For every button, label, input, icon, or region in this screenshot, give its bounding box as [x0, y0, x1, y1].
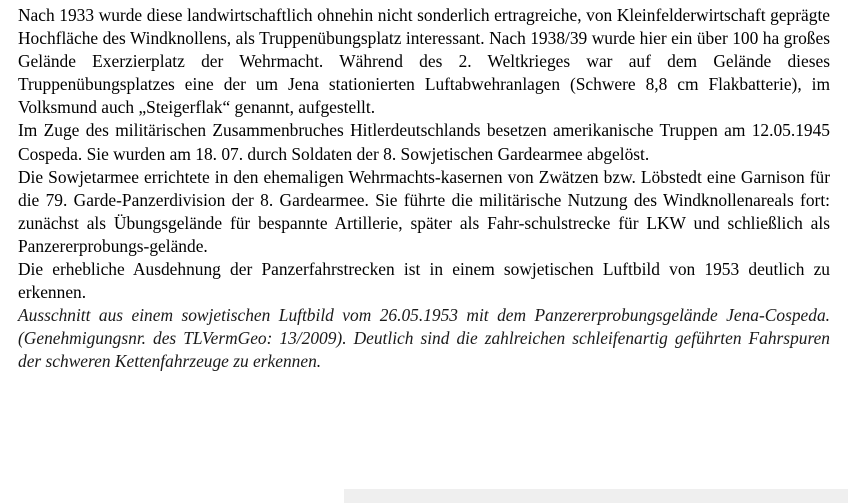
document-body: [18, 4, 830, 374]
paragraph-truppenuebungsplatz: Nach 1933 wurde diese landwirtschaftlich ohnehin nicht sonderlich ertragreiche, von Kleinfelderwirtschaft geprägte Hochfläche des Windknollens, als Truppenübungsplatz interessant. Nach 1938/39 wurde hier ein über 100 ha großes Gelände Exerzierplatz der Wehrmacht. Während des 2. Weltkrieges war auf dem Gelände dieses Truppenübungsplatzes eine der um Jena stationierten Luftabwehranlagen (Schwere 8,8 cm Flakbatterie), im Volksmund auch „Steigerflak“ genannt, aufgestellt.: [18, 5, 830, 118]
image-caption: Ausschnitt aus einem sowjetischen Luftbild vom 26.05.1953 mit dem Panzererprobungsgelände Jena-Cospeda. (Genehmigungsnr. des TLVermGeo: 13/2009). Deutlich sind die zahlreichen schleifenartig geführten Fahrspuren der schweren Kettenfahrzeuge zu erkennen.: [18, 305, 830, 372]
paragraph-panzerfahrstrecken: Die erhebliche Ausdehnung der Panzerfahrstrecken ist in einem sowjetischen Luftbild von 1953 deutlich zu erkennen.: [18, 259, 830, 303]
aerial-photo-edge: [344, 489, 848, 503]
paragraph-zusammenbruch: Im Zuge des militärischen Zusammenbruches Hitlerdeutschlands besetzen amerikanische Truppen am 12.05.1945 Cospeda. Sie wurden am 18. 07. durch Soldaten der 8. Sowjetischen Gardearmee abgelöst.: [18, 120, 830, 164]
paragraph-sowjetarmee: Die Sowjetarmee errichtete in den ehemaligen Wehrmachts-kasernen von Zwätzen bzw. Löbstedt eine Garnison für die 79. Garde-Panzerdivision der 8. Gardearmee. Sie führte die militärische Nutzung des Windknollenareals fort: zunächst als Übungsgelände für bespannte Artillerie, später als Fahr-schulstrecke für LKW und schließlich als Panzererprobungs-gelände.: [18, 166, 830, 256]
